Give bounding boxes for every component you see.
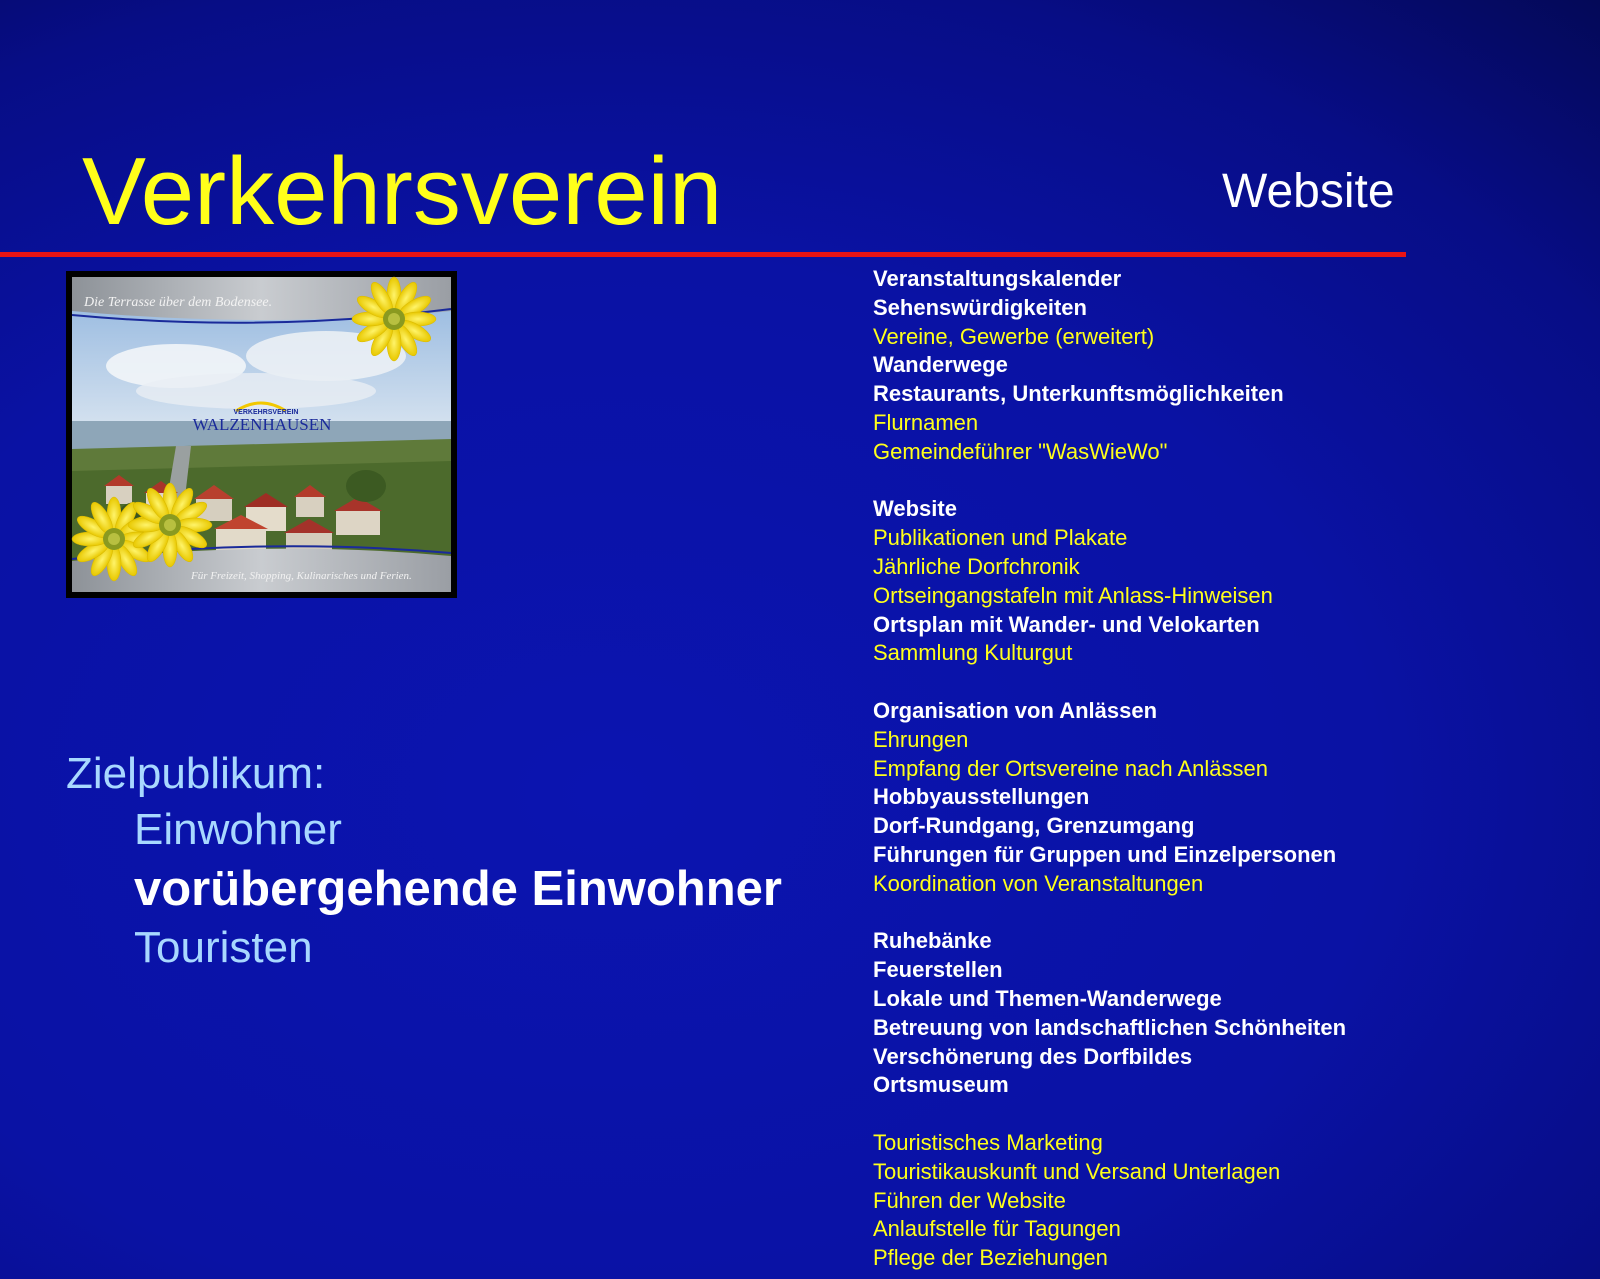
audience-heading: Zielpublikum:	[66, 749, 326, 798]
list-item: Touristikauskunft und Versand Unterlagen	[873, 1158, 1281, 1184]
list-item: Gemeindeführer "WasWieWo"	[873, 438, 1168, 464]
activity-list	[873, 265, 1583, 1273]
list-item: Hobbyausstellungen	[873, 784, 1090, 810]
list-item: Verschönerung des Dorfbildes	[873, 1043, 1193, 1069]
list-item: Veranstaltungskalender	[873, 266, 1122, 291]
list-spacer	[873, 668, 1583, 697]
list-item: Dorf-Rundgang, Grenzumgang	[873, 813, 1195, 839]
list-item: Betreuung von landschaftlichen Schönheiten	[873, 1014, 1347, 1040]
list-item: Jährliche Dorfchronik	[873, 553, 1080, 579]
list-item: Ortsplan mit Wander- und Velokarten	[873, 611, 1260, 637]
list-spacer	[873, 467, 1583, 496]
list-item: Ortsmuseum	[873, 1072, 1009, 1098]
list-item: Empfang der Ortsvereine nach Anlässen	[873, 755, 1269, 781]
list-item: Ehrungen	[873, 726, 969, 752]
audience-item: Touristen	[134, 923, 313, 972]
list-item: Anlaufstelle für Tagungen	[873, 1216, 1121, 1242]
slide-title: Verkehrsverein	[82, 138, 723, 245]
brochure-photo	[66, 271, 457, 598]
list-spacer	[873, 1100, 1583, 1129]
list-item: Lokale und Themen-Wanderwege	[873, 985, 1222, 1011]
list-item: Sehenswürdigkeiten	[873, 294, 1087, 320]
list-item: Sammlung Kulturgut	[873, 640, 1073, 666]
list-item: Flurnamen	[873, 409, 979, 435]
list-item: Führungen für Gruppen und Einzelpersonen	[873, 841, 1337, 867]
audience-item: Einwohner	[134, 805, 342, 854]
list-item: Touristisches Marketing	[873, 1129, 1103, 1155]
list-item: Organisation von Anlässen	[873, 697, 1158, 723]
list-item: Wanderwege	[873, 352, 1008, 378]
logo-main-text: WALZENHAUSEN	[192, 415, 332, 434]
list-item: Koordination von Veranstaltungen	[873, 870, 1204, 896]
list-item: Website	[873, 496, 957, 522]
list-spacer	[873, 899, 1583, 928]
title-divider	[0, 252, 1406, 257]
list-item: Publikationen und Plakate	[873, 525, 1128, 551]
logo-small-text: VERKEHRSVEREIN	[233, 409, 299, 416]
list-item: Ruhebänke	[873, 928, 992, 954]
audience-item: vorübergehende Einwohner	[134, 862, 782, 916]
brochure-image	[66, 271, 457, 598]
list-item: Pflege der Beziehungen	[873, 1245, 1108, 1271]
photo-caption-bottom: Für Freizeit, Shopping, Kulinarisches und Ferien.	[191, 570, 412, 582]
photo-caption-top: Die Terrasse über dem Bodensee.	[84, 295, 273, 310]
list-item: Führen der Website	[873, 1187, 1066, 1213]
list-item: Feuerstellen	[873, 957, 1003, 983]
list-item: Restaurants, Unterkunftsmöglichkeiten	[873, 381, 1284, 407]
slide-subtitle: Website	[1222, 165, 1395, 218]
target-audience	[66, 746, 782, 976]
list-item: Vereine, Gewerbe (erweitert)	[873, 323, 1155, 349]
list-item: Ortseingangstafeln mit Anlass-Hinweisen	[873, 582, 1273, 608]
